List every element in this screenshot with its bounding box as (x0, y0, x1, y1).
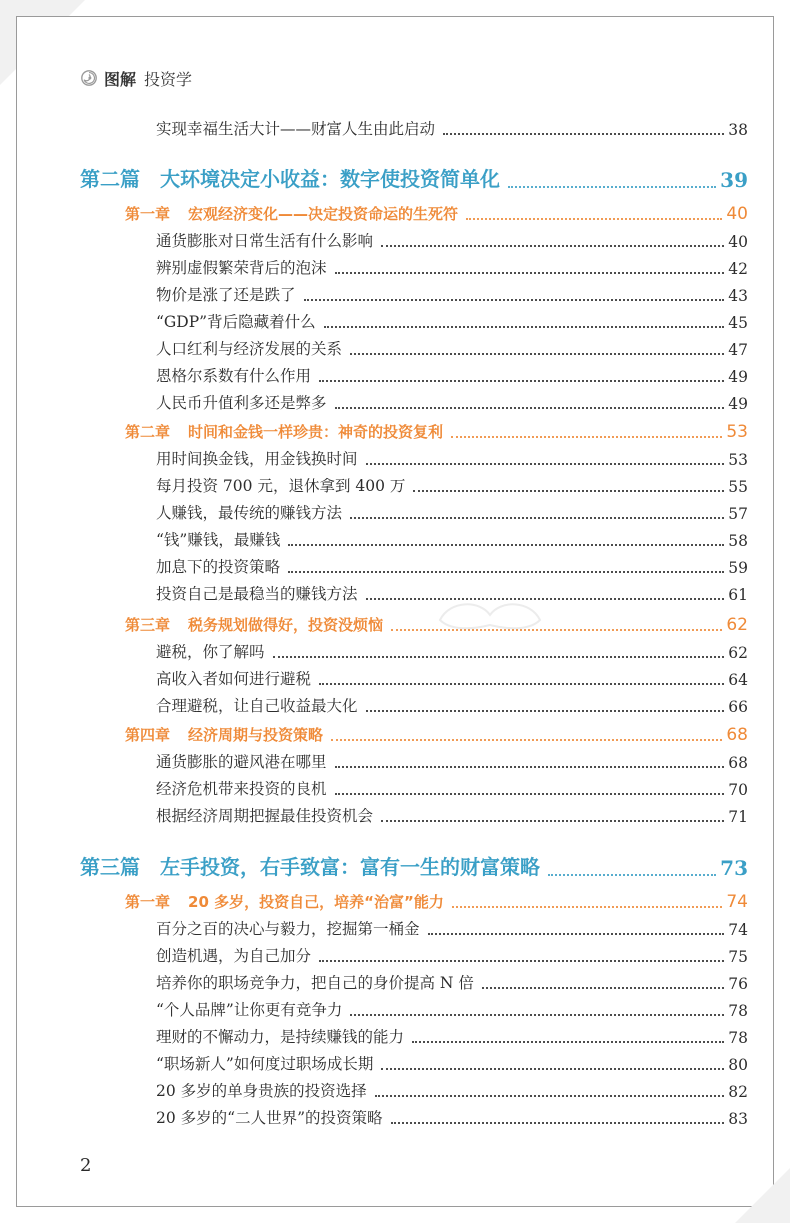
dot-leader (319, 380, 724, 382)
toc-title (125, 891, 444, 912)
dot-leader (381, 820, 724, 822)
dot-leader (381, 245, 724, 247)
toc-title (156, 640, 265, 662)
toc-title-text: 高收入者如何进行避税 (156, 670, 312, 688)
toc-title-text: 百分之百的决心与毅力，挖掘第一桶金 (156, 920, 420, 938)
toc-title (156, 1052, 373, 1074)
dot-leader (428, 933, 724, 935)
dot-leader (443, 133, 724, 135)
dot-leader (413, 490, 724, 492)
toc-title-text: 人赚钱，最传统的赚钱方法 (156, 504, 343, 522)
toc-page-number: 59 (728, 559, 748, 577)
toc-title-text: “职场新人”如何度过职场成长期 (156, 1055, 374, 1073)
page-number: 2 (80, 1155, 92, 1176)
dot-leader (482, 987, 724, 989)
toc-page-number: 70 (728, 781, 748, 799)
toc-page-number: 49 (728, 395, 748, 413)
toc-label: 第二篇 (80, 167, 140, 191)
toc-title (156, 528, 280, 550)
toc-title-text: 经济周期与投资策略 (188, 726, 324, 744)
toc-entry-row[interactable] (156, 551, 748, 577)
toc-title-text: 培养你的职场竞争力，把自己的身价提高 N 倍 (156, 974, 474, 992)
header-subtitle: 投资学 (144, 69, 193, 89)
toc-title-text: 通货膨胀对日常生活有什么影响 (156, 232, 374, 250)
toc-entry-row[interactable] (156, 443, 748, 469)
dot-leader (508, 186, 716, 188)
toc-page-number: 73 (720, 856, 748, 880)
toc-title (125, 421, 443, 442)
toc-page-number: 40 (728, 233, 748, 251)
toc-title-text: 左手投资，右手致富：富有一生的财富策略 (160, 855, 540, 879)
toc-title (156, 582, 358, 604)
toc-entry-row[interactable] (156, 113, 748, 139)
toc-page-number: 80 (728, 1056, 748, 1074)
dot-leader (319, 960, 724, 962)
toc-page-number: 40 (726, 204, 748, 224)
dot-leader (324, 326, 724, 328)
toc-page-number: 43 (728, 287, 748, 305)
toc-title (156, 1079, 367, 1101)
toc-page-number: 68 (726, 725, 748, 745)
toc-title (156, 117, 435, 139)
dot-leader (391, 1122, 725, 1124)
toc-title-text: 每月投资 700 元，退休拿到 400 万 (156, 477, 406, 495)
toc-entry-row[interactable] (156, 1021, 748, 1047)
toc-title (125, 614, 383, 635)
toc-entry-row[interactable] (156, 360, 748, 386)
toc-title-text: 创造机遇，为自己加分 (156, 947, 312, 965)
toc-title-text: “GDP”背后隐藏着什么 (156, 313, 316, 331)
toc-page-number: 76 (728, 975, 748, 993)
toc-entry-row[interactable] (156, 524, 748, 550)
toc-part-row[interactable] (80, 162, 748, 192)
toc-page-number: 38 (728, 121, 748, 139)
toc-title-text: 投资自己是最稳当的赚钱方法 (156, 585, 358, 603)
toc-title (156, 750, 327, 772)
toc-label: 第四章 (125, 726, 171, 744)
dot-leader (412, 1041, 724, 1043)
toc-entry-row[interactable] (156, 470, 748, 496)
dot-leader (375, 1095, 724, 1097)
toc-page-number: 53 (728, 451, 748, 469)
toc-title-text: 理财的不懈动力，是持续赚钱的能力 (156, 1028, 405, 1046)
dot-leader (335, 793, 724, 795)
toc-title (156, 391, 327, 413)
toc-entry-row[interactable] (156, 225, 748, 251)
toc-title-text: 税务规划做得好，投资没烦恼 (188, 616, 384, 634)
toc-title (156, 310, 316, 332)
toc-entry-row[interactable] (156, 690, 748, 716)
toc-page-number: 74 (728, 921, 748, 939)
toc-title-text: 加息下的投资策略 (156, 558, 281, 576)
toc-entry-row[interactable] (156, 940, 748, 966)
toc-label: 第一章 (125, 893, 171, 911)
toc-page-number: 62 (726, 615, 748, 635)
toc-entry-row[interactable] (156, 279, 748, 305)
toc-title (156, 1106, 383, 1128)
dot-leader (335, 407, 724, 409)
toc-page-number: 42 (728, 260, 748, 278)
dot-leader (350, 517, 724, 519)
toc-entry-row[interactable] (156, 994, 748, 1020)
toc-page-number: 78 (728, 1002, 748, 1020)
toc-title (156, 667, 311, 689)
toc-entry-row[interactable] (156, 252, 748, 278)
toc-entry-row[interactable] (156, 663, 748, 689)
toc-page-number: 58 (728, 532, 748, 550)
toc-label: 第三篇 (80, 855, 140, 879)
dot-leader (304, 299, 724, 301)
toc-title (156, 1025, 404, 1047)
toc-title-text: 大环境决定小收益：数字使投资简单化 (160, 167, 500, 191)
header-book-title: 图解 (104, 69, 137, 89)
dot-leader (288, 544, 724, 546)
toc-entry-row[interactable] (156, 1048, 748, 1074)
toc-title (156, 804, 373, 826)
dot-leader (366, 710, 724, 712)
toc-title-text: “个人品牌”让你更有竞争力 (156, 1001, 343, 1019)
toc-page-number: 57 (728, 505, 748, 523)
toc-title-text: 避税，你了解吗 (156, 643, 265, 661)
dot-leader (350, 1014, 724, 1016)
toc-chapter-row[interactable] (125, 719, 748, 745)
dot-leader (466, 218, 722, 220)
toc-page-number: 64 (728, 671, 748, 689)
toc-page-number: 78 (728, 1029, 748, 1047)
toc-title (156, 694, 358, 716)
toc-title-text: 人口红利与经济发展的关系 (156, 340, 343, 358)
dot-leader (350, 353, 724, 355)
dot-leader (366, 598, 724, 600)
toc-entry-row[interactable] (156, 800, 748, 826)
toc-title (156, 777, 327, 799)
toc-title (80, 851, 540, 880)
toc-entry-row[interactable] (156, 746, 748, 772)
toc-title-text: 20 多岁，投资自己，培养“治富”能力 (188, 893, 444, 911)
toc-title-text: 宏观经济变化——决定投资命运的生死符 (188, 205, 459, 223)
toc-chapter-row[interactable] (125, 198, 748, 224)
toc-page-number: 62 (728, 644, 748, 662)
toc-page-number: 45 (728, 314, 748, 332)
toc-title-text: 20 多岁的“二人世界”的投资策略 (156, 1109, 383, 1127)
toc-label: 第一章 (125, 205, 171, 223)
toc-entry-row[interactable] (156, 306, 748, 332)
toc-page-number: 75 (728, 948, 748, 966)
toc-title (156, 337, 342, 359)
toc-page-number: 61 (728, 586, 748, 604)
toc-entry-row[interactable] (156, 1075, 748, 1101)
toc-title-text: 人民币升值利多还是弊多 (156, 394, 327, 412)
dot-leader (273, 656, 724, 658)
dot-leader (366, 463, 724, 465)
toc-title (156, 555, 280, 577)
dot-leader (331, 739, 722, 741)
toc-title-text: 20 多岁的单身贵族的投资选择 (156, 1082, 367, 1100)
toc-title-text: 经济危机带来投资的良机 (156, 780, 327, 798)
toc-title (125, 724, 323, 745)
toc-title (156, 971, 474, 993)
toc-label: 第二章 (125, 423, 171, 441)
toc-title-text: 根据经济周期把握最佳投资机会 (156, 807, 374, 825)
toc-title-text: 合理避税，让自己收益最大化 (156, 697, 358, 715)
toc-entry-row[interactable] (156, 387, 748, 413)
toc-entry-row[interactable] (156, 497, 748, 523)
toc-title (156, 447, 358, 469)
toc-title (156, 501, 342, 523)
toc-title-text: 实现幸福生活大计——财富人生由此启动 (156, 120, 436, 138)
toc-entry-row[interactable] (156, 773, 748, 799)
toc-title-text: 通货膨胀的避风港在哪里 (156, 753, 327, 771)
toc-entry-row[interactable] (156, 913, 748, 939)
toc-entry-row[interactable] (156, 1102, 748, 1128)
toc-title-text: 恩格尔系数有什么作用 (156, 367, 312, 385)
toc-label: 第三章 (125, 616, 171, 634)
dot-leader (452, 906, 723, 908)
toc-chapter-row[interactable] (125, 886, 748, 912)
toc-page-number: 49 (728, 368, 748, 386)
toc-title-text: 辨别虚假繁荣背后的泡沫 (156, 259, 327, 277)
toc-title-text: 用时间换金钱，用金钱换时间 (156, 450, 358, 468)
toc-page-number: 39 (720, 168, 748, 192)
toc-part-row[interactable] (80, 850, 748, 880)
toc-chapter-row[interactable] (125, 609, 748, 635)
toc-title-text: 物价是涨了还是跌了 (156, 286, 296, 304)
toc-page-number: 53 (726, 422, 748, 442)
toc-title (156, 917, 420, 939)
toc-page-number: 74 (726, 892, 748, 912)
toc-page-number: 83 (728, 1110, 748, 1128)
toc-page-number: 68 (728, 754, 748, 772)
toc-page-number: 71 (728, 808, 748, 826)
toc-entry-row[interactable] (156, 578, 748, 604)
toc-title (156, 229, 373, 251)
dot-leader (288, 571, 724, 573)
toc-title-text: 时间和金钱一样珍贵：神奇的投资复利 (188, 423, 444, 441)
dot-leader (381, 1068, 724, 1070)
dot-leader (391, 629, 722, 631)
toc-title (156, 256, 327, 278)
toc-entry-row[interactable] (156, 636, 748, 662)
dot-leader (335, 766, 724, 768)
dot-leader (451, 436, 722, 438)
toc-title (125, 203, 458, 224)
toc-entry-row[interactable] (156, 333, 748, 359)
dot-leader (548, 874, 716, 876)
toc-title (156, 944, 311, 966)
toc-page-number: 66 (728, 698, 748, 716)
toc-title-text: “钱”赚钱，最赚钱 (156, 531, 281, 549)
toc-page-number: 55 (728, 478, 748, 496)
toc-title (80, 163, 500, 192)
toc-entry-row[interactable] (156, 967, 748, 993)
toc-page-number: 47 (728, 341, 748, 359)
toc-title (156, 474, 405, 496)
dot-leader (335, 272, 724, 274)
toc-title (156, 283, 296, 305)
toc-page-number: 82 (728, 1083, 748, 1101)
toc-title (156, 364, 311, 386)
dot-leader (319, 683, 724, 685)
toc-title (156, 998, 342, 1020)
toc-chapter-row[interactable] (125, 416, 748, 442)
